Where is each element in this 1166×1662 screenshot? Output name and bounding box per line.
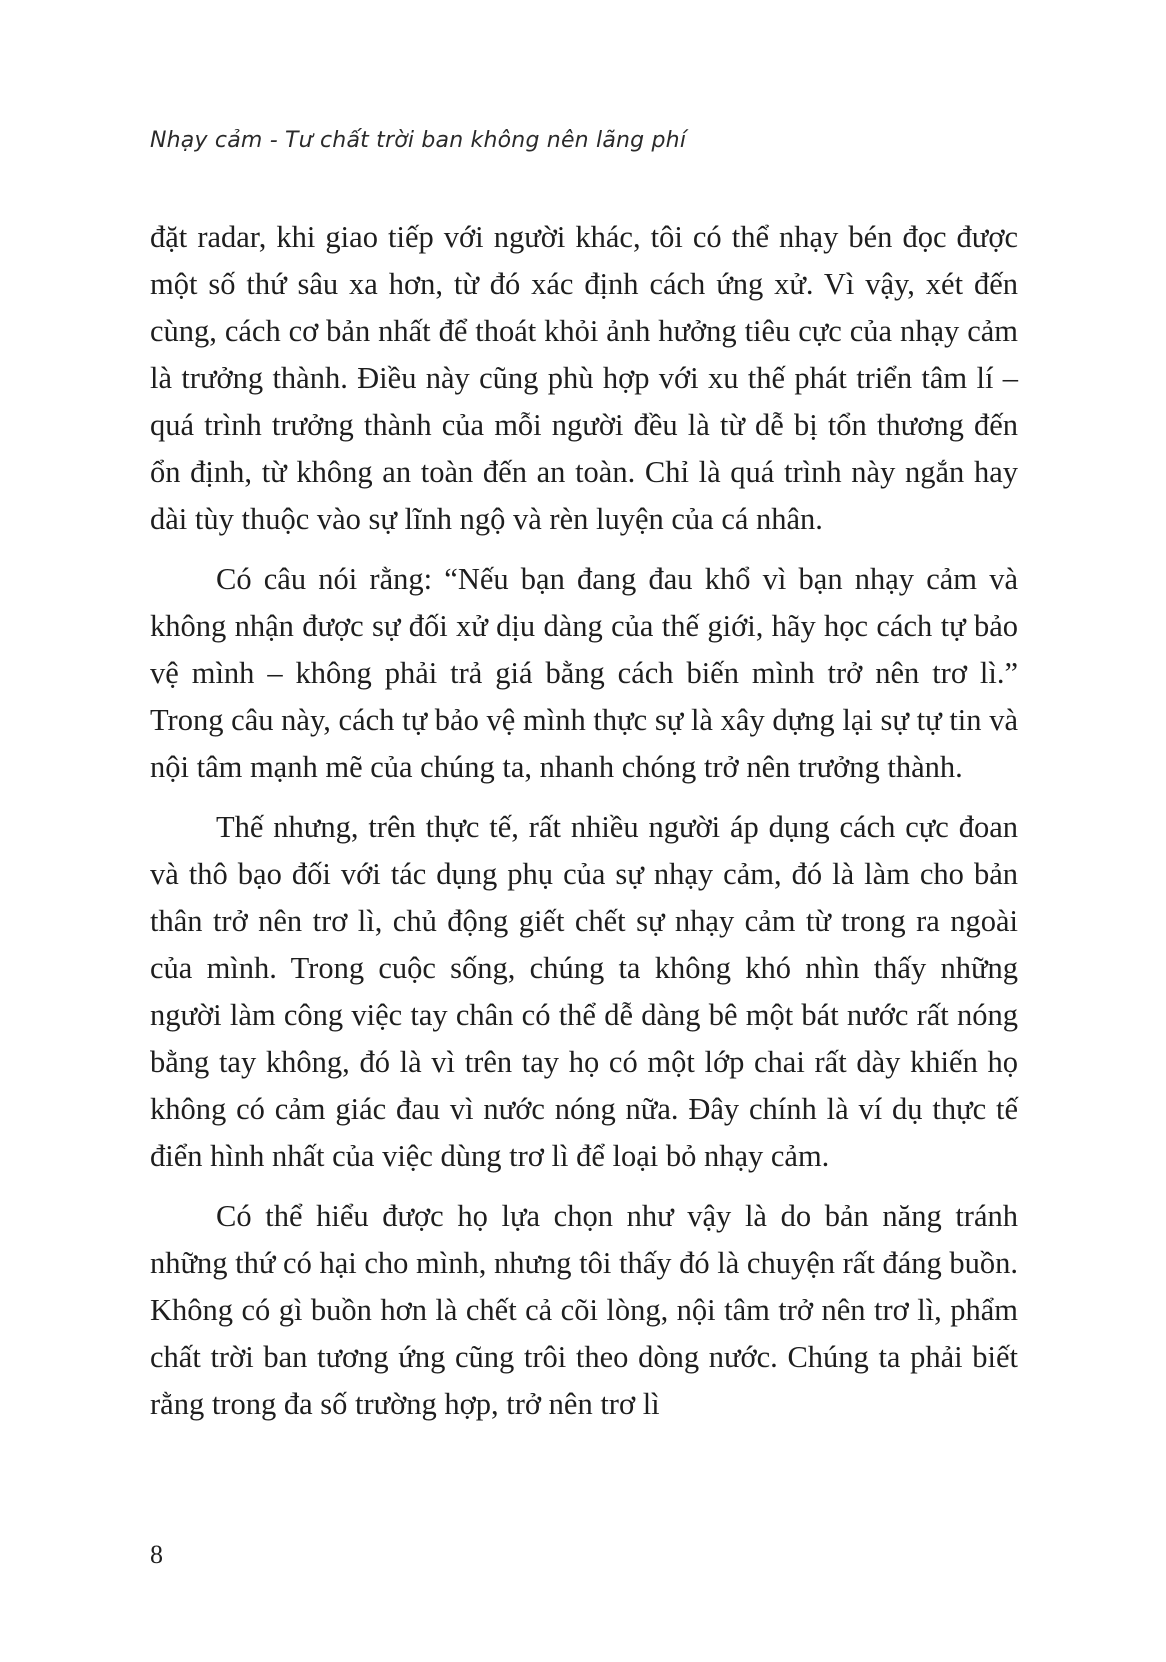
page-number: 8	[150, 1540, 163, 1569]
paragraph-4: Có thể hiểu được họ lựa chọn như vậy là do bản năng tránh những thứ có hại cho mình, nhưng tôi thấy đó là chuyện rất đáng buồn. Không có gì buồn hơn là chết cả cõi lòng, nội tâm trở nên trơ lì, phẩm chất trời ban tương ứng cũng trôi theo dòng nước. Chúng ta phải biết rằng trong đa số trường hợp, trở nên trơ lì	[150, 1199, 1018, 1421]
paragraph-3: Thế nhưng, trên thực tế, rất nhiều người áp dụng cách cực đoan và thô bạo đối với tác dụng phụ của sự nhạy cảm, đó là làm cho bản thân trở nên trơ lì, chủ động giết chết sự nhạy cảm từ trong ra ngoài của mình. Trong cuộc sống, chúng ta không khó nhìn thấy những người làm công việc tay chân có thể dễ dàng bê một bát nước rất nóng bằng tay không, đó là vì trên tay họ có một lớp chai rất dày khiến họ không có cảm giác đau vì nước nóng nữa. Đây chính là ví dụ thực tế điển hình nhất của việc dùng trơ lì để loại bỏ nhạy cảm.	[150, 810, 1018, 1173]
paragraph-2: Có câu nói rằng: “Nếu bạn đang đau khổ vì bạn nhạy cảm và không nhận được sự đối xử dịu dàng của thế giới, hãy học cách tự bảo vệ mình – không phải trả giá bằng cách biến mình trở nên trơ lì.” Trong câu này, cách tự bảo vệ mình thực sự là xây dựng lại sự tự tin và nội tâm mạnh mẽ của chúng ta, nhanh chóng trở nên trưởng thành.	[150, 562, 1018, 784]
body-text	[150, 214, 1018, 1441]
running-header: Nhạy cảm - Tư chất trời ban không nên lãng phí	[150, 128, 687, 153]
paragraph-1: đặt radar, khi giao tiếp với người khác, tôi có thể nhạy bén đọc được một số thứ sâu xa hơn, từ đó xác định cách ứng xử. Vì vậy, xét đến cùng, cách cơ bản nhất để thoát khỏi ảnh hưởng tiêu cực của nhạy cảm là trưởng thành. Điều này cũng phù hợp với xu thế phát triển tâm lí – quá trình trưởng thành của mỗi người đều là từ dễ bị tổn thương đến ổn định, từ không an toàn đến an toàn. Chỉ là quá trình này ngắn hay dài tùy thuộc vào sự lĩnh ngộ và rèn luyện của cá nhân.	[150, 220, 1018, 536]
